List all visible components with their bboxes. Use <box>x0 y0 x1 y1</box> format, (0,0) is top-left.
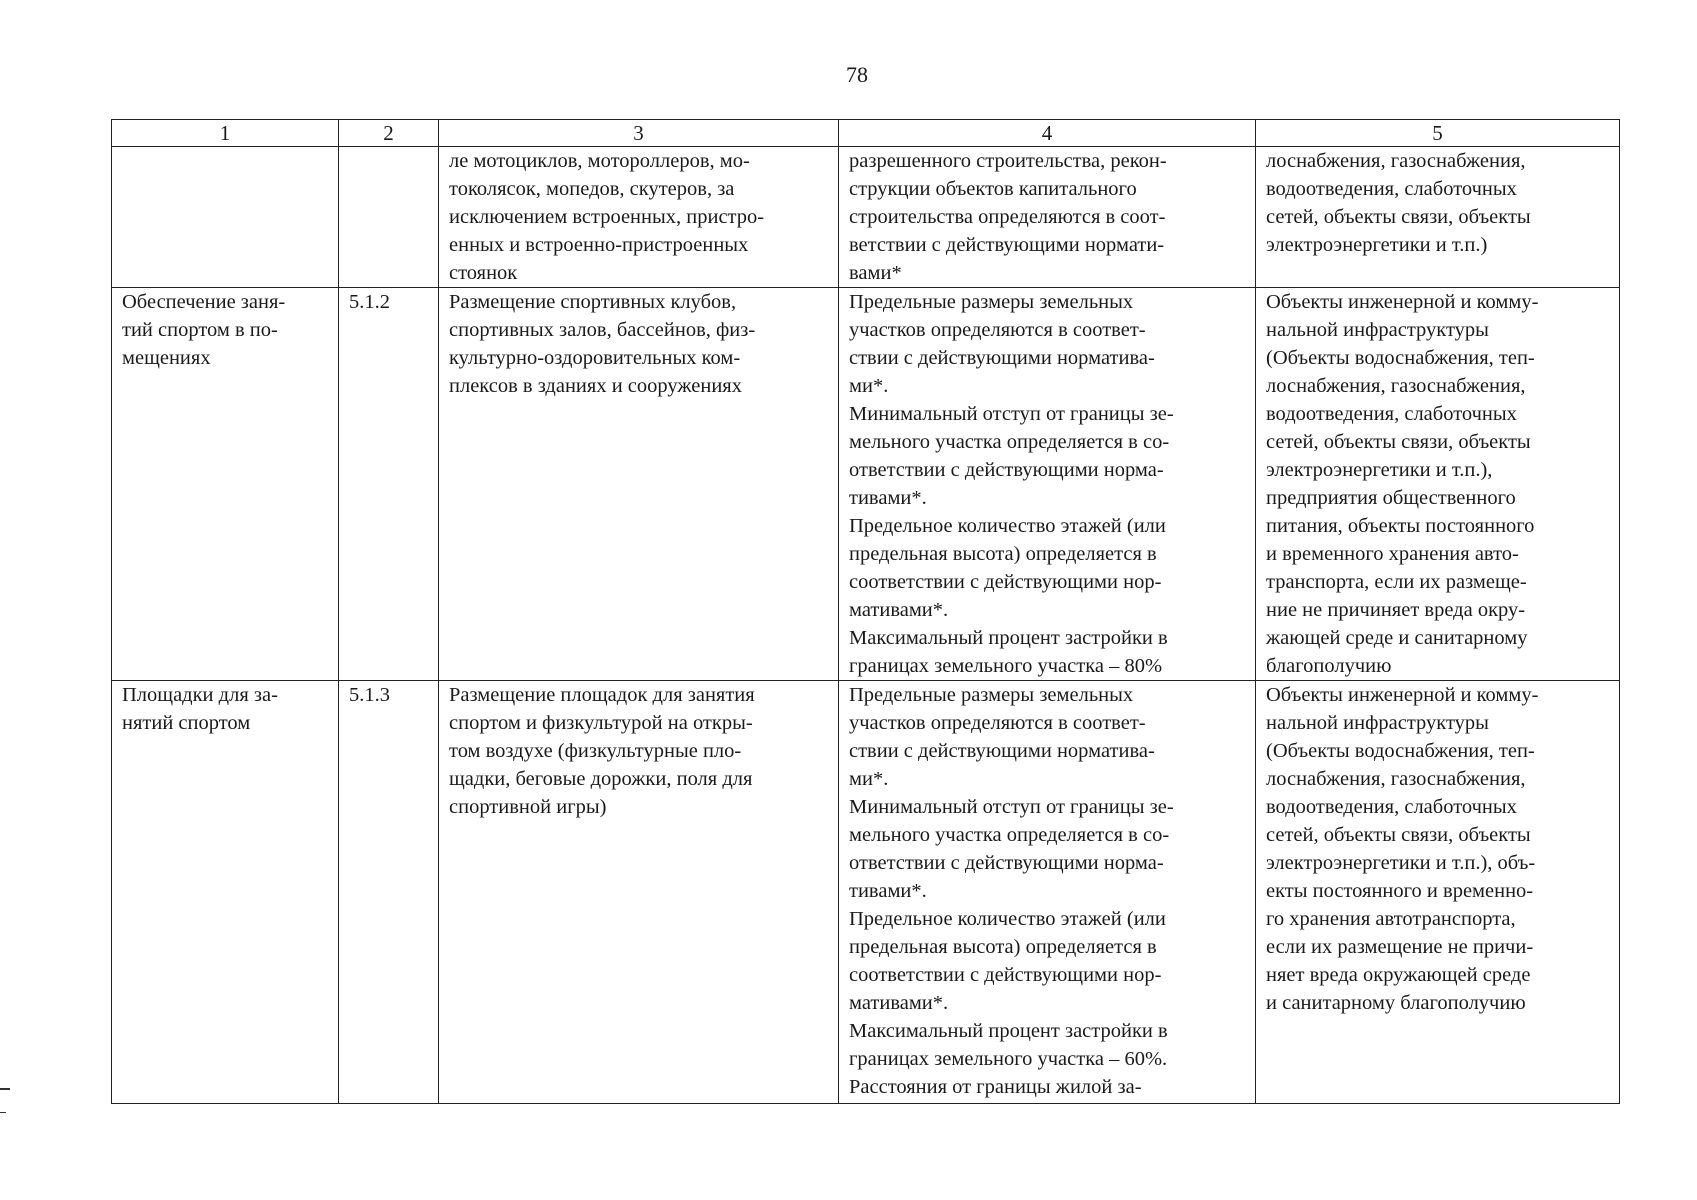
parameters-cell <box>839 288 1256 681</box>
column-header-1: 1 <box>112 120 339 147</box>
margin-mark <box>0 1088 10 1090</box>
page-number: 78 <box>846 62 868 87</box>
column-header-5: 5 <box>1256 120 1620 147</box>
column-header-4: 4 <box>839 120 1256 147</box>
parameter-text: Минимальный отступ от границы зе- мельного участка определяется в со- ответствии с действующими норма- тивами*. <box>849 403 1174 509</box>
use-description-cell: ле мотоциклов, мотороллеров, мо- токолясок, мопедов, скутеров, за исключением встроенных, пристро- енных и встроенно-пристроенных стоянок <box>439 147 839 288</box>
use-code-cell <box>339 147 439 288</box>
use-name-cell: Площадки для за- нятий спортом <box>112 681 339 1104</box>
auxiliary-uses-cell: лоснабжения, газоснабжения, водоотведения, слаботочных сетей, объекты связи, объекты электроэнергетики и т.п.) <box>1256 147 1620 288</box>
table-row <box>112 288 1620 681</box>
auxiliary-uses-cell: Объекты инженерной и комму- нальной инфраструктуры (Объекты водоснабжения, теп- лоснабжения, газоснабжения, водоотведения, слаботочных сетей, объекты связи, объекты электроэнергетики и т.п.), объ- екты постоянного и временно- го хранения автотранспорта, если их размещение не причи- няет вреда окружающей среде и санитарному благополучию <box>1256 681 1620 1104</box>
margin-mark <box>0 1112 6 1113</box>
parameters-cell <box>839 681 1256 1104</box>
parameter-text: Предельное количество этажей (или предельная высота) определяется в соответствии с действующими нор- мативами*. <box>849 908 1166 1014</box>
use-name-cell: Обеспечение заня- тий спортом в по- мещениях <box>112 288 339 681</box>
use-code-cell: 5.1.2 <box>339 288 439 681</box>
column-header-3: 3 <box>439 120 839 147</box>
use-description-cell: Размещение спортивных клубов, спортивных залов, бассейнов, физ- культурно-оздоровительных ком- плексов в зданиях и сооружениях <box>439 288 839 681</box>
parameter-text: Максимальный процент застройки в границах земельного участка – 60%. <box>849 1020 1168 1070</box>
use-code-cell: 5.1.3 <box>339 681 439 1104</box>
use-name-cell <box>112 147 339 288</box>
parameter-text: Предельные размеры земельных участков определяются в соответ- ствии с действующими норматива- ми*. <box>849 684 1155 790</box>
parameter-text: разрешенного строительства, рекон- струкции объектов капитального строительства определяются в соот- ветствии с действующими нормати- вами* <box>849 150 1167 284</box>
table-row <box>112 147 1620 288</box>
table-row <box>112 681 1620 1104</box>
auxiliary-uses-cell: Объекты инженерной и комму- нальной инфраструктуры (Объекты водоснабжения, теп- лоснабжения, газоснабжения, водоотведения, слаботочных сетей, объекты связи, объекты электроэнергетики и т.п.), предприятия общественного питания, объекты постоянного и временного хранения авто- транспорта, если их размеще- ние не причиняет вреда окру- жающей среде и санитарному благополучию <box>1256 288 1620 681</box>
parameters-cell <box>839 147 1256 288</box>
parameter-text: Минимальный отступ от границы зе- мельного участка определяется в со- ответствии с действующими норма- тивами*. <box>849 796 1174 902</box>
table-header-row <box>112 120 1620 147</box>
parameter-text: Расстояния от границы жилой за- <box>849 1076 1142 1098</box>
parameter-text: Предельные размеры земельных участков определяются в соответ- ствии с действующими норматива- ми*. <box>849 291 1155 397</box>
parameter-text: Предельное количество этажей (или предельная высота) определяется в соответствии с действующими нор- мативами*. <box>849 515 1166 621</box>
parameter-text: Максимальный процент застройки в границах земельного участка – 80% <box>849 627 1168 677</box>
land-use-table <box>111 119 1620 1104</box>
column-header-2: 2 <box>339 120 439 147</box>
use-description-cell: Размещение площадок для занятия спортом и физкультурой на откры- том воздухе (физкультурные пло- щадки, беговые дорожки, поля для спортивной игры) <box>439 681 839 1104</box>
